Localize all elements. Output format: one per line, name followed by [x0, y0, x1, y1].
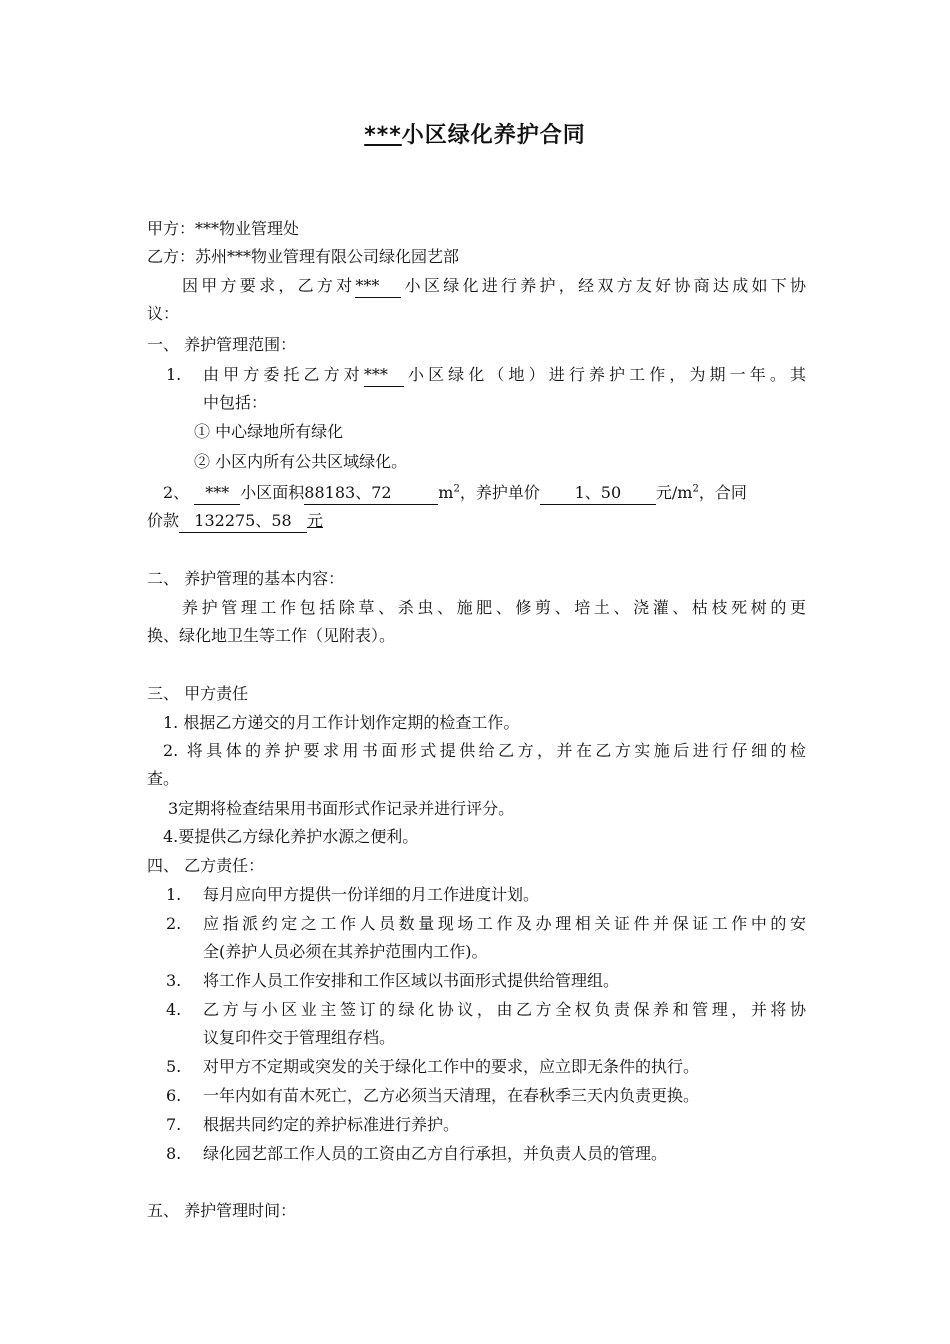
- contract-price-label: 价款: [147, 511, 180, 530]
- s4-item-cont: 全(养护人员必须在其养护范围内工作)。: [203, 942, 488, 961]
- area-value: 88183、72: [304, 482, 438, 505]
- s1-item2-blank: ***: [194, 482, 240, 505]
- s4-item-num: 3.: [166, 971, 182, 990]
- s1-item2-num: 2、: [163, 483, 190, 502]
- section4-heading: 四、 乙方责任：: [147, 856, 265, 875]
- s1-item1-pre: 由甲方委托乙方对: [203, 365, 364, 384]
- s1-item2-t1: 小区面积: [240, 483, 305, 502]
- page-title: [0, 118, 950, 149]
- s4-item-num: 7.: [166, 1115, 182, 1134]
- s3-item2: 2. 将具体的养护要求用书面形式提供给乙方，并在乙方实施后进行仔细的检: [163, 741, 806, 760]
- s4-item-text: 应指派约定之工作人员数量现场工作及办理相关证件并保证工作中的安: [203, 914, 806, 933]
- unit-price-value: 1、50: [540, 482, 656, 505]
- s1-item1-num: 1.: [166, 365, 182, 384]
- s4-item-num: 2.: [166, 914, 182, 933]
- s4-item-text: 根据共同约定的养护标准进行养护。: [203, 1115, 460, 1134]
- price-unit-sup: 2: [692, 483, 699, 495]
- s4-item-num: 8.: [166, 1144, 182, 1163]
- s1-item1-cont: 中包括：: [203, 393, 268, 412]
- title-blank: ***: [364, 123, 402, 148]
- s3-item1: 1. 根据乙方递交的月工作计划作定期的检查工作。: [163, 713, 520, 732]
- s4-item-text: 将工作人员工作安排和工作区域以书面形式提供给管理组。: [203, 971, 620, 990]
- s4-item-num: 1.: [166, 885, 182, 904]
- s4-item-text: 对甲方不定期或突发的关于绿化工作中的要求，应立即无条件的执行。: [203, 1057, 700, 1076]
- s1-item1-post: 小区绿化（地）进行养护工作，为期一年。其: [403, 365, 806, 384]
- price-unit: 元/m: [655, 483, 693, 502]
- s4-item-num: 4.: [166, 1000, 182, 1019]
- section1-heading: 一、 养护管理范围：: [147, 335, 297, 354]
- intro-pre: 因甲方要求，乙方对: [182, 276, 356, 295]
- s1-item1-blank: ***: [364, 364, 404, 387]
- s4-item-num: 5.: [166, 1057, 182, 1076]
- s3-item4: 4.要提供乙方绿化养护水源之便利。: [163, 827, 419, 846]
- section2-line2: 换、绿化地卫生等工作（见附表）。: [147, 626, 396, 645]
- party-a: 甲方：***物业管理处: [147, 219, 300, 238]
- area-unit: m: [438, 483, 454, 502]
- s3-item2-cont: 查。: [147, 769, 180, 788]
- s1-item2-cont: [147, 510, 807, 533]
- intro-line: [182, 275, 806, 298]
- title-text: 小区绿化养护合同: [401, 123, 586, 148]
- party-b: 乙方：苏州***物业管理有限公司绿化园艺部: [147, 247, 460, 266]
- s1-item2: [163, 482, 806, 505]
- section2-line1: 养护管理工作包括除草、杀虫、施肥、修剪、培土、浇灌、枯枝死树的更: [182, 598, 806, 617]
- s1-sub1: ① 中心绿地所有绿化: [194, 422, 344, 441]
- intro-cont: 议：: [147, 304, 180, 323]
- s4-item-text: 每月应向甲方提供一份详细的月工作进度计划。: [203, 885, 540, 904]
- contract-price-value: 132275、58: [179, 510, 307, 533]
- s1-item2-t3: ，合同: [698, 483, 747, 502]
- section2-heading: 二、 养护管理的基本内容：: [147, 569, 345, 588]
- contract-price-unit: 元: [307, 511, 324, 530]
- section3-heading: 三、 甲方责任: [147, 684, 249, 703]
- s4-item-text: 一年内如有苗木死亡，乙方必须当天清理，在春秋季三天内负责更换。: [203, 1086, 700, 1105]
- intro-post: 小区绿化进行养护，经双方友好协商达成如下协: [401, 276, 806, 295]
- section5-heading: 五、 养护管理时间：: [147, 1201, 297, 1220]
- s4-item-text: 乙方与小区业主签订的绿化协议，由乙方全权负责保养和管理，并将协: [203, 1000, 806, 1019]
- s1-sub2: ② 小区内所有公共区域绿化。: [194, 452, 408, 471]
- s1-item1: [203, 364, 806, 387]
- s3-item3: 3定期将检查结果用书面形式作记录并进行评分。: [168, 799, 515, 818]
- area-unit-sup: 2: [453, 483, 460, 495]
- s1-item2-t2: ，养护单价: [459, 483, 540, 502]
- s4-item-text: 绿化园艺部工作人员的工资由乙方自行承担，并负责人员的管理。: [203, 1144, 668, 1163]
- s4-item-num: 6.: [166, 1086, 182, 1105]
- s4-item-cont: 议复印件交于管理组存档。: [203, 1028, 396, 1047]
- intro-blank: ***: [355, 275, 401, 298]
